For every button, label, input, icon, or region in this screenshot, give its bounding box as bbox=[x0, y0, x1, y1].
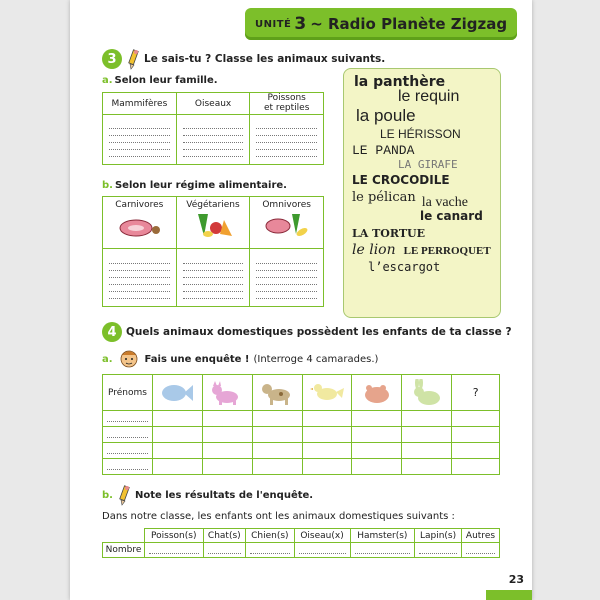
family-col-mammiferes: Mammifères bbox=[103, 93, 177, 115]
exercise-4-heading bbox=[102, 322, 512, 342]
survey-cell[interactable] bbox=[452, 443, 500, 459]
hamster-icon bbox=[359, 380, 395, 406]
survey-col-cat bbox=[202, 375, 252, 411]
results-cell[interactable] bbox=[294, 543, 350, 558]
workbook-page bbox=[70, 0, 532, 600]
survey-col-rabbit bbox=[402, 375, 452, 411]
exercise-3b-title bbox=[102, 180, 287, 191]
survey-cell[interactable] bbox=[252, 427, 302, 443]
diet-col-carnivores-label: Carnivores bbox=[115, 200, 164, 210]
pencil-icon bbox=[117, 484, 131, 506]
exercise-4-number: 4 bbox=[102, 322, 122, 342]
survey-table bbox=[102, 374, 500, 475]
unit-title: ~ Radio Planète Zigzag bbox=[310, 15, 508, 33]
exercise-3b-text: Selon leur régime alimentaire. bbox=[114, 180, 287, 191]
survey-cell[interactable] bbox=[402, 443, 452, 459]
survey-cell[interactable] bbox=[352, 411, 402, 427]
word-escargot: l’escargot bbox=[368, 260, 441, 274]
survey-cell[interactable] bbox=[202, 443, 252, 459]
survey-name-cell[interactable] bbox=[103, 459, 153, 475]
word-herisson: LE HÉRISSON bbox=[380, 127, 461, 141]
rabbit-icon bbox=[409, 379, 445, 407]
word-lion: le lion bbox=[352, 242, 396, 258]
survey-cell[interactable] bbox=[252, 443, 302, 459]
results-cell[interactable] bbox=[415, 543, 462, 558]
diet-col-omnivores bbox=[250, 197, 324, 249]
vegetables-icon bbox=[188, 210, 238, 240]
survey-col-bird bbox=[302, 375, 352, 411]
survey-col-prenoms: Prénoms bbox=[103, 375, 153, 411]
family-col-poissons: Poissons et reptiles bbox=[250, 93, 324, 115]
survey-cell[interactable] bbox=[402, 459, 452, 475]
exercise-4a-note: (Interroge 4 camarades.) bbox=[253, 354, 379, 365]
page-corner-bar bbox=[486, 590, 532, 600]
exercise-4b-letter: b. bbox=[102, 489, 113, 501]
meat-icon bbox=[114, 210, 164, 240]
results-corner bbox=[103, 529, 145, 543]
survey-cell[interactable] bbox=[252, 411, 302, 427]
results-cell[interactable] bbox=[246, 543, 294, 558]
survey-col-dog bbox=[252, 375, 302, 411]
exercise-3-heading bbox=[102, 48, 385, 70]
word-poule: la poule bbox=[356, 106, 416, 125]
pencil-icon bbox=[126, 48, 140, 70]
word-canard: le canard bbox=[420, 209, 483, 223]
results-col-poissons: Poisson(s) bbox=[145, 529, 204, 543]
survey-name-cell[interactable] bbox=[103, 427, 153, 443]
word-requin: le requin bbox=[398, 88, 460, 105]
word-panda: LE PANDA bbox=[352, 143, 415, 158]
survey-cell[interactable] bbox=[302, 411, 352, 427]
survey-cell[interactable] bbox=[352, 443, 402, 459]
results-cell[interactable] bbox=[461, 543, 499, 558]
family-table bbox=[102, 92, 324, 165]
results-cell[interactable] bbox=[145, 543, 204, 558]
word-pelican: le pélican bbox=[352, 190, 416, 205]
family-answer-cell[interactable] bbox=[103, 115, 177, 165]
exercise-3a-text: Selon leur famille. bbox=[114, 75, 218, 86]
mixed-food-icon bbox=[262, 210, 312, 240]
family-answer-cell[interactable] bbox=[250, 115, 324, 165]
survey-col-other: ? bbox=[452, 375, 500, 411]
results-row-label: Nombre bbox=[103, 543, 145, 558]
word-vache: la vache bbox=[421, 195, 468, 210]
results-col-hamsters: Hamster(s) bbox=[350, 529, 415, 543]
survey-name-cell[interactable] bbox=[103, 411, 153, 427]
exercise-4a-bold: Fais une enquête ! bbox=[144, 354, 250, 365]
word-panthere: la panthère bbox=[354, 74, 446, 90]
page-number: 23 bbox=[508, 573, 524, 586]
survey-cell[interactable] bbox=[302, 459, 352, 475]
exercise-4b-bold: Note les résultats de l'enquête. bbox=[134, 489, 314, 501]
fish-icon bbox=[159, 381, 195, 405]
diet-table bbox=[102, 196, 324, 307]
survey-cell[interactable] bbox=[352, 427, 402, 443]
unit-label: UNITÉ bbox=[255, 18, 292, 30]
child-face-icon bbox=[117, 347, 141, 372]
diet-answer-cell[interactable] bbox=[103, 249, 177, 307]
results-col-autres: Autres bbox=[461, 529, 499, 543]
exercise-3-number: 3 bbox=[102, 49, 122, 69]
exercise-3b-letter: b. bbox=[102, 180, 113, 191]
survey-cell[interactable] bbox=[452, 459, 500, 475]
survey-col-hamster bbox=[352, 375, 402, 411]
diet-col-vegetariens bbox=[176, 197, 250, 249]
exercise-4b-title bbox=[102, 484, 313, 506]
diet-answer-cell[interactable] bbox=[250, 249, 324, 307]
exercise-3a-letter: a. bbox=[102, 75, 113, 86]
survey-cell[interactable] bbox=[252, 459, 302, 475]
survey-cell[interactable] bbox=[402, 427, 452, 443]
results-cell[interactable] bbox=[350, 543, 415, 558]
word-girafe: LA GIRAFE bbox=[398, 158, 458, 171]
survey-cell[interactable] bbox=[352, 459, 402, 475]
word-perroquet: LE PERROQUET bbox=[403, 245, 491, 257]
results-col-chats: Chat(s) bbox=[203, 529, 246, 543]
animal-word-box bbox=[343, 68, 501, 318]
survey-cell[interactable] bbox=[202, 459, 252, 475]
bird-icon bbox=[309, 380, 345, 406]
results-cell[interactable] bbox=[203, 543, 246, 558]
cat-icon bbox=[209, 380, 245, 406]
survey-cell[interactable] bbox=[152, 459, 202, 475]
word-crocodile: LE CROCODILE bbox=[352, 173, 450, 187]
survey-cell[interactable] bbox=[152, 427, 202, 443]
survey-name-cell[interactable] bbox=[103, 443, 153, 459]
results-col-lapins: Lapin(s) bbox=[415, 529, 462, 543]
survey-col-fish bbox=[152, 375, 202, 411]
exercise-4a-letter: a. bbox=[102, 354, 113, 365]
survey-cell[interactable] bbox=[452, 411, 500, 427]
survey-cell[interactable] bbox=[152, 443, 202, 459]
family-answer-cell[interactable] bbox=[176, 115, 250, 165]
results-col-oiseaux: Oiseau(x) bbox=[294, 529, 350, 543]
unit-header bbox=[245, 8, 517, 40]
exercise-4a-title bbox=[102, 347, 378, 372]
survey-cell[interactable] bbox=[202, 427, 252, 443]
exercise-3-instruction: Le sais-tu ? Classe les animaux suivants. bbox=[144, 53, 386, 65]
exercise-3a-title bbox=[102, 75, 218, 86]
results-col-chiens: Chien(s) bbox=[246, 529, 294, 543]
diet-col-vegetariens-label: Végétariens bbox=[186, 200, 240, 210]
family-col-oiseaux: Oiseaux bbox=[176, 93, 250, 115]
survey-cell[interactable] bbox=[152, 411, 202, 427]
dog-icon bbox=[259, 380, 295, 406]
diet-col-carnivores bbox=[103, 197, 177, 249]
results-table bbox=[102, 528, 500, 558]
unit-number: 3 bbox=[294, 14, 307, 34]
diet-col-omnivores-label: Omnivores bbox=[262, 200, 311, 210]
survey-cell[interactable] bbox=[452, 427, 500, 443]
diet-answer-cell[interactable] bbox=[176, 249, 250, 307]
survey-cell[interactable] bbox=[202, 411, 252, 427]
word-tortue: LA TORTUE bbox=[352, 227, 425, 240]
survey-cell[interactable] bbox=[302, 427, 352, 443]
results-sentence: Dans notre classe, les enfants ont les animaux domestiques suivants : bbox=[102, 511, 455, 522]
exercise-4-question: Quels animaux domestiques possèdent les enfants de ta classe ? bbox=[126, 326, 512, 338]
survey-cell[interactable] bbox=[302, 443, 352, 459]
survey-cell[interactable] bbox=[402, 411, 452, 427]
